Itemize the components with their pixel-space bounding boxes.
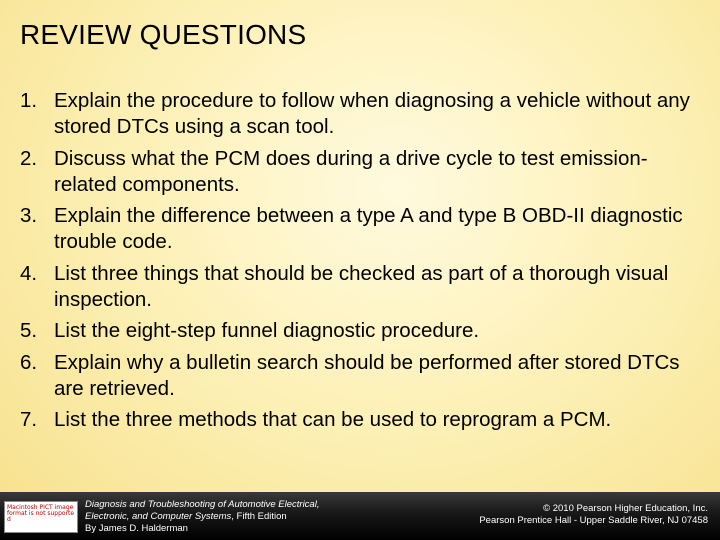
question-item [20,261,700,313]
question-text: Discuss what the PCM does during a drive cycle to test emission-related components. [54,146,648,196]
slide-footer [0,492,720,540]
publisher-credit [479,503,708,527]
unsupported-image-placeholder [4,501,78,533]
slide-title: REVIEW QUESTIONS [20,19,307,50]
question-text: Explain the procedure to follow when diagnosing a vehicle without any stored DTCs using a scan tool. [54,89,690,138]
question-text: Explain why a bulletin search should be performed after stored DTCs are retrieved. [54,350,680,400]
copyright-line: © 2010 Pearson Higher Education, Inc. [543,503,708,514]
book-credit [85,499,319,535]
question-number: 5. [20,319,38,342]
publisher-address: Pearson Prentice Hall - Upper Saddle River, NJ 07458 [479,515,708,526]
question-text: List three things that should be checked as part of a thorough visual inspection. [54,261,669,311]
question-item [20,203,700,255]
question-number: 1. [20,89,38,112]
question-item [20,146,700,198]
question-item [20,407,700,433]
question-text: Explain the difference between a type A and type B OBD-II diagnostic trouble code. [54,204,683,253]
book-title-line2 [85,511,319,523]
review-question-list [20,88,700,439]
book-edition: , Fifth Edition [231,511,287,522]
question-number: 7. [20,408,38,431]
question-item [20,318,700,344]
question-text: List the eight-step funnel diagnostic procedure. [54,319,480,342]
question-item [20,88,700,140]
book-title-line2-italic: Electronic, and Computer Systems [85,511,232,522]
question-number: 6. [20,350,38,374]
question-item [20,350,700,402]
question-number: 2. [20,146,38,170]
question-number: 4. [20,261,38,285]
placeholder-text: Macintosh PICT image format is not supported [7,504,75,523]
book-author: By James D. Halderman [85,523,188,534]
question-number: 3. [20,204,38,227]
book-title-line1: Diagnosis and Troubleshooting of Automotive Electrical, [85,499,320,510]
question-text: List the three methods that can be used to reprogram a PCM. [54,408,612,431]
